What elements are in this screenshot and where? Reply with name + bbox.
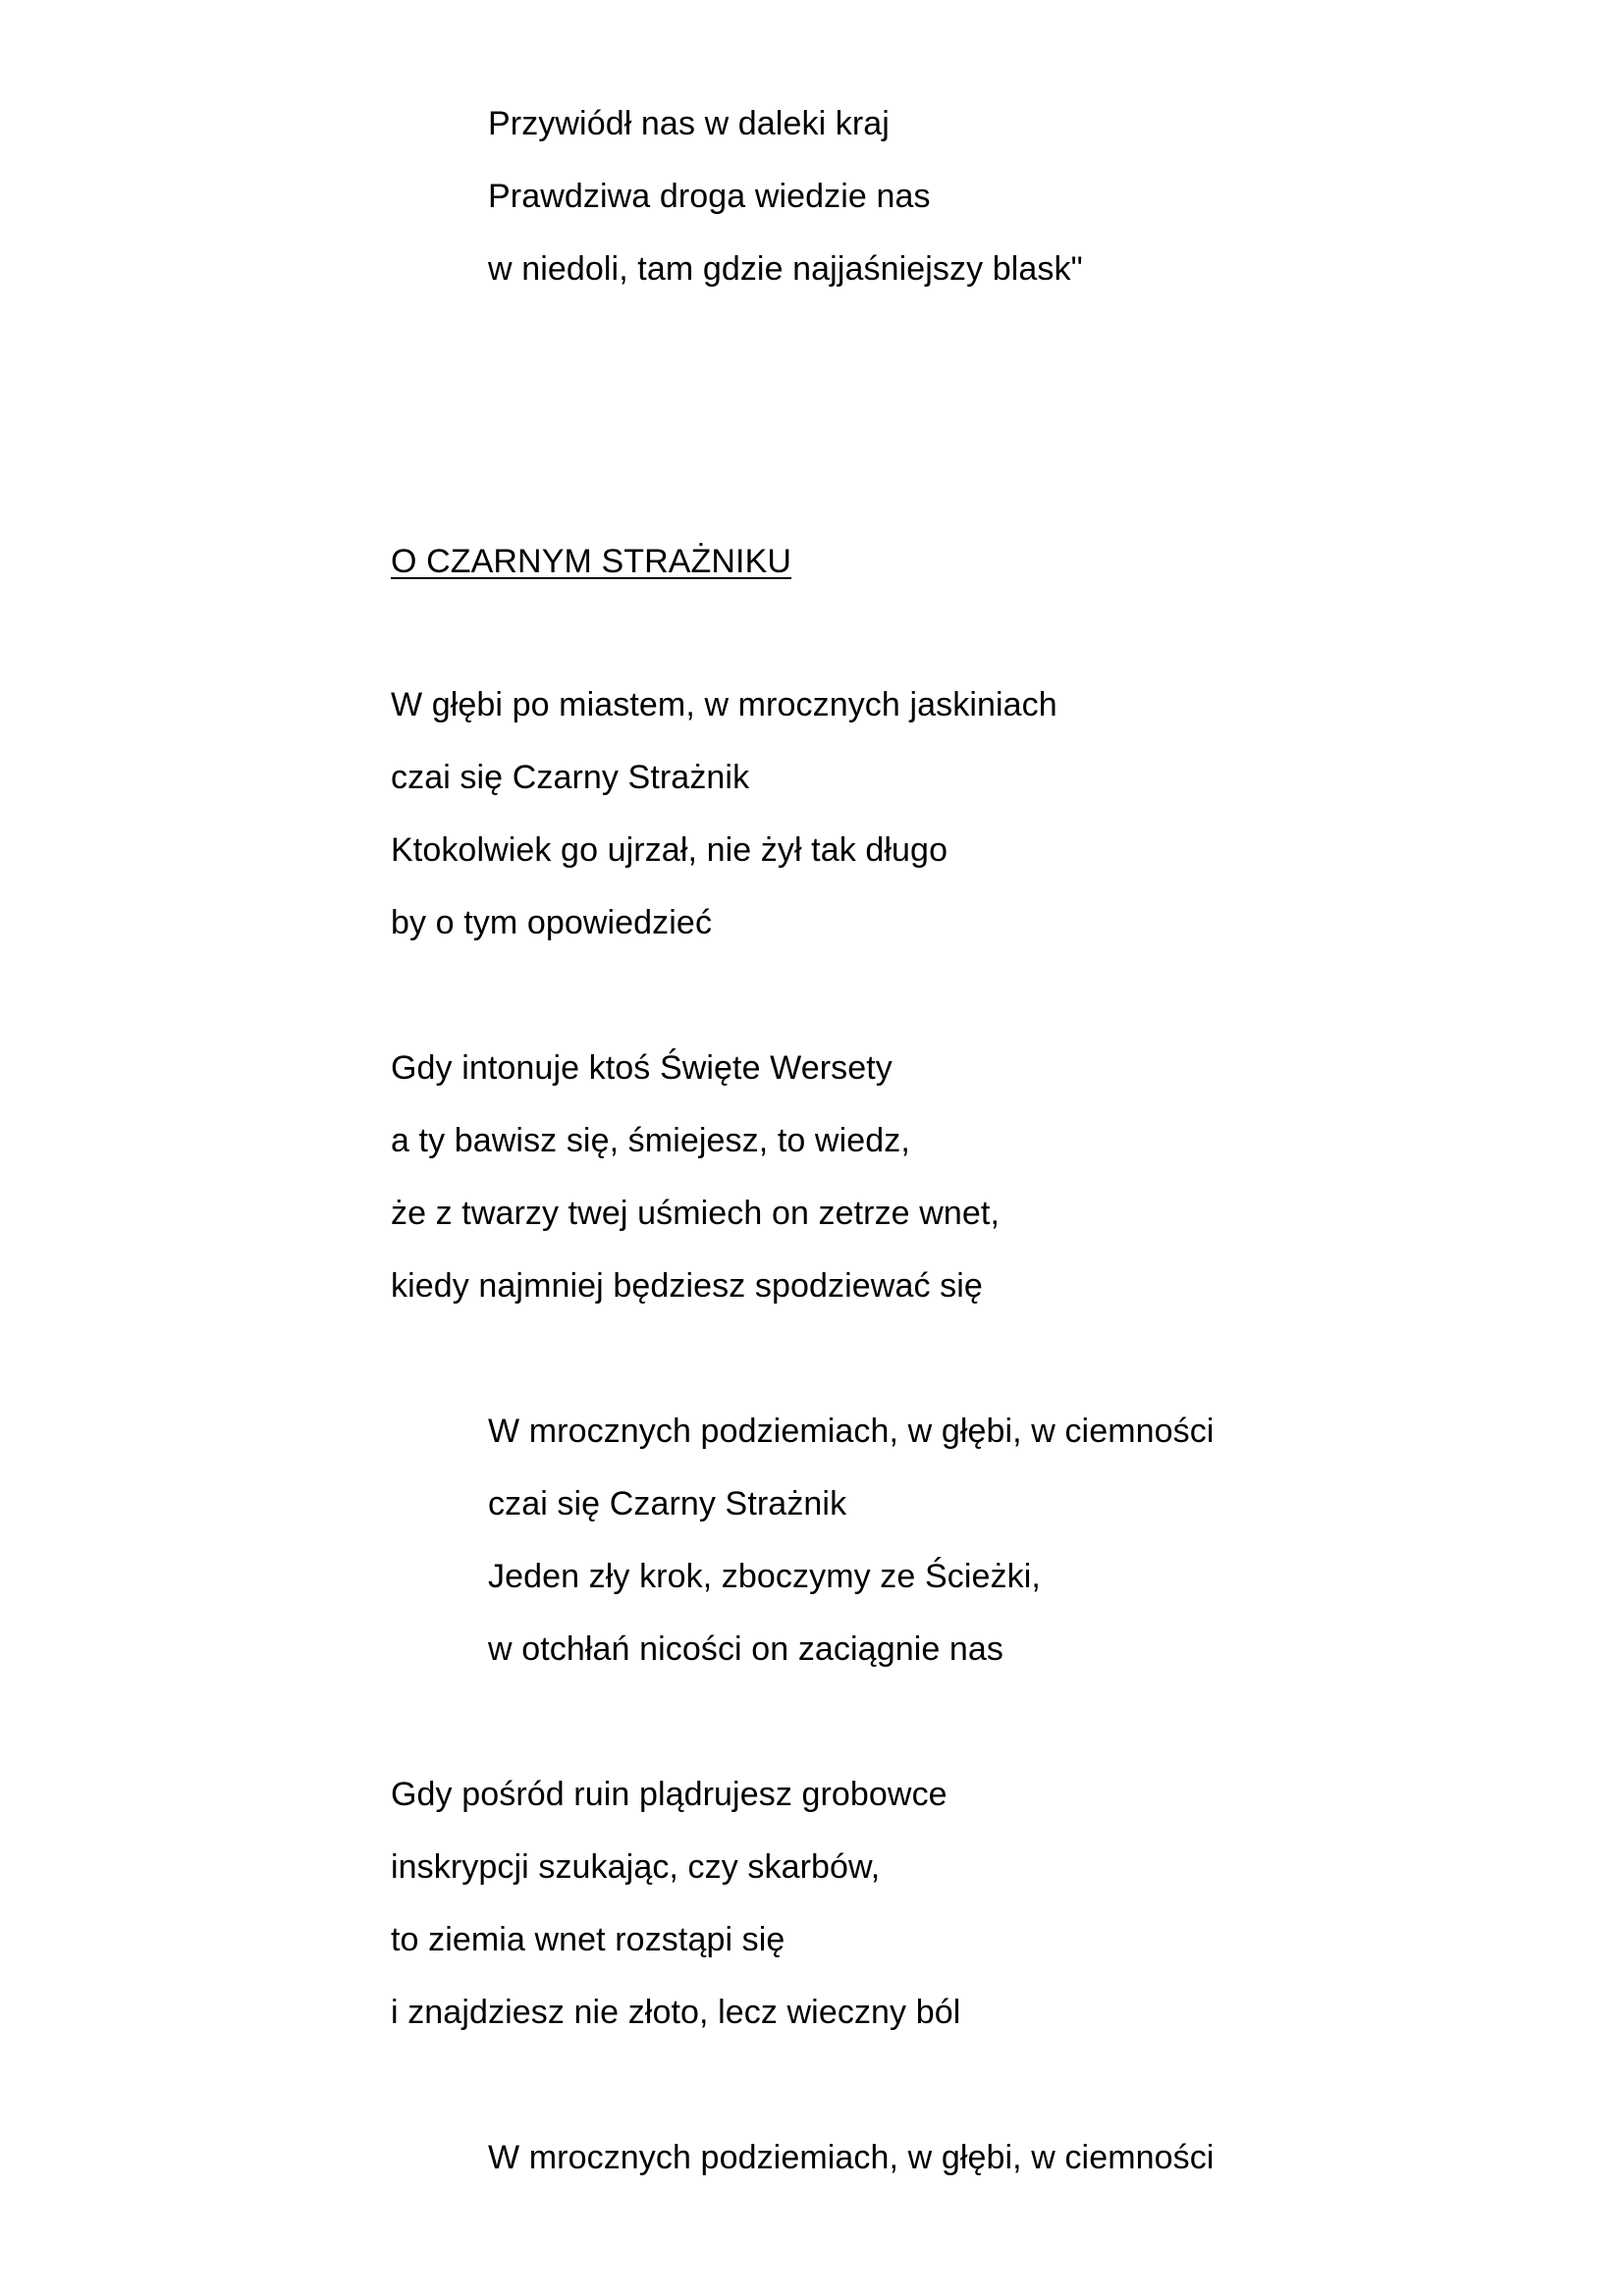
stanza2-line-3: że z twarzy twej uśmiech on zetrze wnet, <box>391 1195 1001 1232</box>
stanza2-line-1: Gdy intonuje ktoś Święte Wersety <box>391 1049 893 1087</box>
stanza1-line-4: by o tym opowiedzieć <box>391 904 713 941</box>
song-title: O CZARNYM STRAŻNIKU <box>391 543 792 580</box>
stanza1-line-2: czai się Czarny Strażnik <box>391 759 750 796</box>
stanza2-line-2: a ty bawisz się, śmiejesz, to wiedz, <box>391 1122 910 1159</box>
stanza1-line-3: Ktokolwiek go ujrzał, nie żył tak długo <box>391 831 948 869</box>
chorus1-line-4: w otchłań nicości on zaciągnie nas <box>488 1630 1004 1668</box>
stanza2-line-4: kiedy najmniej będziesz spodziewać się <box>391 1267 983 1305</box>
chorus1-line-3: Jeden zły krok, zboczymy ze Ścieżki, <box>488 1558 1041 1595</box>
chorus1-line-1: W mrocznych podziemiach, w głębi, w ciemności <box>488 1413 1215 1450</box>
intro-line-1: Przywiódł nas w daleki kraj <box>488 105 890 142</box>
stanza3-line-1: Gdy pośród ruin plądrujesz grobowce <box>391 1776 947 1813</box>
stanza3-line-4: i znajdziesz nie złoto, lecz wieczny ból <box>391 1994 961 2031</box>
stanza3-line-3: to ziemia wnet rozstąpi się <box>391 1921 785 1958</box>
stanza1-line-1: W głębi po miastem, w mrocznych jaskiniach <box>391 686 1057 723</box>
chorus2-line-1: W mrocznych podziemiach, w głębi, w ciemności <box>488 2139 1215 2176</box>
stanza3-line-2: inskrypcji szukając, czy skarbów, <box>391 1848 881 1886</box>
intro-line-3: w niedoli, tam gdzie najjaśniejszy blask" <box>488 250 1083 288</box>
chorus1-line-2: czai się Czarny Strażnik <box>488 1485 847 1522</box>
intro-line-2: Prawdziwa droga wiedzie nas <box>488 178 931 215</box>
